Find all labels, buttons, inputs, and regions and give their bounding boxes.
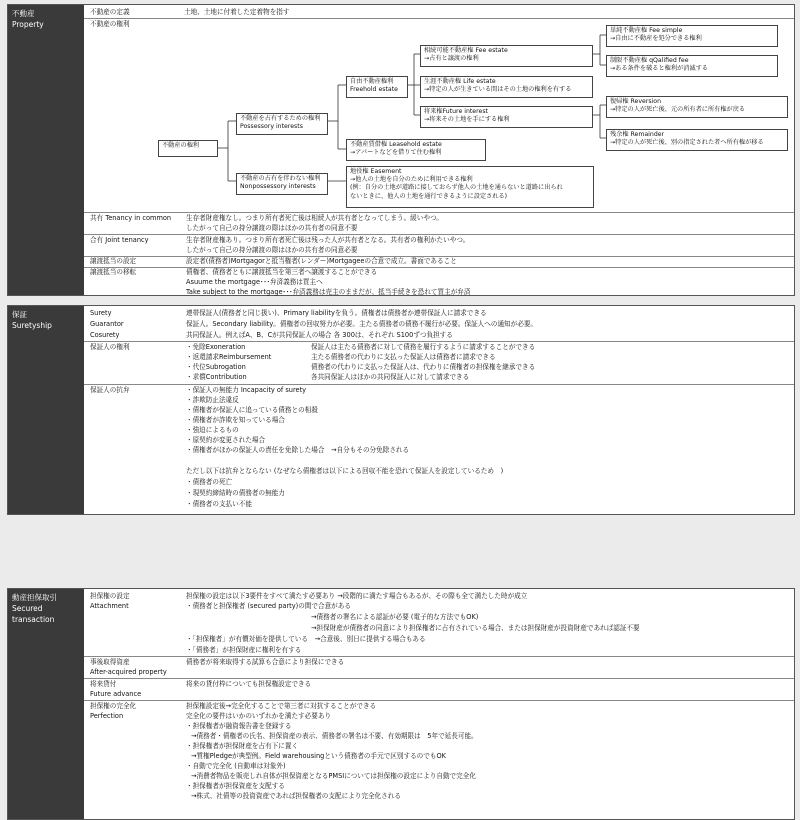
guarantor-label: Guarantor: [90, 320, 124, 328]
rights-label: 不動産の権利: [90, 20, 130, 28]
mortgage-transfer-line1: 債権者、債務者ともに譲渡抵当を第三者へ譲渡することができる: [186, 268, 378, 276]
defense-item: ・債権者が保証人に追っている債務との相殺: [186, 406, 318, 414]
defense-item: ・保証人の無能力 Incapacity of surety: [186, 386, 307, 394]
reversion-box: [606, 96, 788, 118]
cosurety-text: 共同保証人。例えばA、B、Cが共同保証人の場合 各 300は、それぞれ S100ずつ負担する: [186, 331, 453, 339]
attachment-line: →債務者の署名による認証が必要 (電子的な方法でもOK): [311, 613, 479, 621]
future-interest-box: [420, 106, 593, 128]
qualified-fee-title: 制限不動産権 qQalified fee: [610, 57, 689, 64]
freehold-box: [346, 76, 408, 98]
tenancy-common-line1: 生存者財産権なし。つまり所有者死亡後は相続人が共有者となってしまう。緩いやつ。: [186, 214, 443, 222]
non-defense-note: ただし以下は抗弁とならない (なぜなら債権者は以下による回収不能を恐れて保証人を設定しているため ): [186, 467, 504, 475]
suretyship-title-en: Suretyship: [12, 321, 52, 330]
surety-label: Surety: [90, 309, 112, 317]
perfection-label-en: Perfection: [90, 712, 124, 720]
life-estate-box: [420, 76, 593, 98]
attachment-line: →担保財産が債務者の同意により担保権者に占有されている場合、または担保財産が投資財産であれば認証不要: [311, 624, 640, 632]
fee-estate-title: 相続可能不動産権 Fee estate: [424, 47, 508, 54]
property-title-ja: 不動産: [12, 9, 35, 18]
mortgage-setup-label: 譲渡抵当の設定: [90, 257, 137, 265]
definition-label: 不動産の定義: [90, 8, 130, 16]
surety-rights-label: 保証人の権利: [90, 343, 130, 351]
mortgage-setup-line1: 設定者(債務者)Mortgagorと抵当権者(レンダー)Mortgageeの合意で成立。書面であること: [186, 257, 457, 265]
attachment-line: ・「担保権者」が有價対価を提供している →合意後、別日に提供する場合もある: [186, 635, 426, 643]
easement-desc: →他人の土地を自分のために利用できる権利: [350, 176, 473, 184]
right-exoneration-desc: 保証人は主たる債務者に対して債務を履行するように請求することができる: [311, 343, 536, 351]
guarantor-text: 保証人。Secondary liability。債権者の回収努力が必要。主たる債務者の債務不履行が必要。保証人への通知が必要。: [186, 320, 538, 328]
joint-tenancy-label: 合有 Joint tenancy: [90, 236, 149, 244]
qualified-fee-desc: →ある条件を破ると権利が消滅する: [610, 65, 708, 73]
perfection-line: 完全化の要件はいかのいずれかを満たす必要あり: [186, 712, 332, 720]
right-exoneration-term: ・免除Exoneration: [186, 343, 246, 351]
surety-defense-label: 保証人の抗弁: [90, 386, 130, 394]
cosurety-label: Cosurety: [90, 331, 120, 339]
attachment-label-ja: 担保権の設定: [90, 592, 130, 600]
defense-item: ・原契約が変更された場合: [186, 436, 266, 444]
right-contribution-term: ・求償Contribution: [186, 373, 247, 381]
surety-text: 連帯保証人(債務者と同じ扱い)、Primary liabilityを負う。債権者は債務者か連帯保証人に請求できる: [186, 309, 487, 317]
remainder-desc: →特定の人が死亡後、別の指定された者へ所有権が移る: [610, 139, 764, 147]
possessory-box: [236, 113, 328, 135]
leasehold-desc: →アパートなどを借りて住む権利: [350, 149, 442, 157]
reversion-title: 復帰権 Reversion: [610, 98, 662, 105]
tree-root-box: [158, 140, 218, 157]
tenancy-common-label: 共有 Tenancy in common: [90, 214, 172, 222]
after-acquired-label-ja: 事後取得資産: [90, 658, 130, 666]
future-advance-text: 将来の貸付枠についても担保権設定できる: [186, 680, 312, 688]
after-acquired-label-en: After-acquired property: [90, 668, 167, 676]
remainder-box: [606, 129, 788, 151]
fee-simple-box: [606, 25, 778, 47]
defense-item: ・詐欺防止法違反: [186, 396, 239, 404]
property-title-en: Property: [12, 20, 44, 29]
fee-simple-desc: →自由に不動産を処分できる権利: [610, 35, 702, 43]
non-defense-item: ・債務者の死亡: [186, 478, 233, 486]
attachment-line: ・「債務者」が担保財産に権利を有する: [186, 646, 302, 654]
perfection-line: →債務者・債権者の氏名、担保資産の表示、債務者の署名は不要、有効期限は 5年で延長可能。: [191, 732, 478, 740]
right-subrogation-term: ・代位Subrogation: [186, 363, 246, 371]
divider: [84, 384, 794, 385]
suretyship-sheet: [7, 305, 795, 515]
life-estate-title: 生涯不動産権 Life estate: [424, 78, 496, 85]
defense-item: ・強迫によるもの: [186, 426, 239, 434]
perfection-line: →消費者物品を販売しれ自体が担保資産となるPMSIについては担保権の設定により自動で完全化: [191, 772, 476, 780]
reversion-desc: →特定の人が死亡後、元の所有者に所有権が戻る: [610, 106, 746, 114]
attachment-line: ・債務者と担保権者 (secured party)の間で合意がある: [186, 602, 351, 610]
perfection-line: ・担保権者が担保資産を支配する: [186, 782, 285, 790]
perfection-line: ・担保権者が融資報告書を登録する: [186, 722, 292, 730]
qualified-fee-box: [606, 55, 778, 77]
future-interest-desc: →将来その土地を手にする権利: [424, 116, 510, 124]
mortgage-transfer-line2: Asuume the mortgage･･･弁済義務は買主へ: [186, 278, 323, 286]
life-estate-desc: →特定の人が生きている間はその土地の権利を有する: [424, 86, 572, 94]
secured-title-ja: 動産担保取引: [12, 593, 57, 602]
nonpossessory-en: Nonpossessory interests: [240, 183, 316, 191]
divider: [84, 678, 794, 679]
perfection-line: →質権Pledgeが典型例。Field warehousingという債務者の手元で区別するのでもOK: [191, 752, 446, 760]
right-contribution-desc: 各共同保証人はほかの共同保証人に対して請求できる: [311, 373, 470, 381]
perfection-label-ja: 担保権の完全化: [90, 702, 137, 710]
attachment-line: 担保権の設定は以下3要件をすべて満たす必要あり →段階的に満たす場合もあるが、その際も全て満たした時が成立: [186, 592, 528, 600]
nonpossessory-box: [236, 173, 328, 195]
nonpossessory-ja: 不動産の占有を伴わない権利: [240, 175, 321, 182]
future-advance-label-ja: 将来貸付: [90, 680, 117, 688]
perfection-line: →株式、社債等の投資資産であれば担保権者の支配により完全化される: [191, 792, 401, 800]
secured-sheet: [7, 588, 795, 820]
divider: [84, 656, 794, 657]
fee-simple-title: 単純不動産権 Fee simple: [610, 27, 683, 34]
easement-example-cont: ないときに、他人の土地を通行できるように設定される): [350, 192, 508, 200]
easement-example: (例：自分の土地が道路に接しておらず他人の土地を通らないと道路に出られ: [350, 184, 563, 192]
leasehold-title: 不動産賃借権 Leasehold estate: [350, 141, 442, 148]
remainder-title: 残余権 Remainder: [610, 131, 665, 138]
fee-estate-box: [420, 45, 593, 67]
possessory-en: Possessory interests: [240, 123, 303, 131]
future-advance-label-en: Future advance: [90, 690, 142, 698]
divider: [84, 212, 794, 213]
suretyship-sidebar: [8, 306, 84, 514]
joint-tenancy-line2: したがって自己の持分譲渡の際はほかの共有者の同意必要: [186, 246, 358, 254]
right-reimbursement-term: ・返還請求Reimbursement: [186, 353, 272, 361]
secured-sidebar: [8, 589, 84, 819]
divider: [84, 341, 794, 342]
easement-box: [346, 166, 594, 208]
divider: [84, 234, 794, 235]
defense-item: ・債権者がほかの保証人の責任を免除した場合 →自分もその分免除される: [186, 446, 410, 454]
non-defense-item: ・現契約締結時の債務者の無能力: [186, 489, 285, 497]
perfection-line: ・自動で完全化 (自動車は対象外): [186, 762, 286, 770]
defense-item: ・債権者が詐欺を知っている場合: [186, 416, 285, 424]
freehold-ja: 自由不動産権利: [350, 78, 394, 85]
secured-title-en: Secured transaction: [12, 604, 55, 624]
freehold-en: Freehold estate: [350, 86, 398, 94]
future-interest-title: 将来権Future interest: [424, 108, 488, 115]
definition-text: 土地、土地に付着した定着物を指す: [184, 8, 290, 16]
leasehold-box: [346, 139, 486, 161]
mortgage-transfer-line3: Take subject to the mortgage･･･弁済義務は売主のままだが、抵当手続きを恐れて買主が弁済: [186, 288, 471, 296]
non-defense-item: ・債務者の支払い不能: [186, 500, 252, 508]
perfection-line: ・担保権者が担保財産を占有下に置く: [186, 742, 299, 750]
after-acquired-text: 債務者が将来取得する試算も合意により担保にできる: [186, 658, 345, 666]
property-sheet: [7, 4, 795, 296]
perfection-line: 担保権設定後→完全化することで第三者に対抗することができる: [186, 702, 377, 710]
right-subrogation-desc: 債務者の代わりに支払った保証人は、代わりに債権者の担保権を継承できる: [311, 363, 536, 371]
attachment-label-en: Attachment: [90, 602, 129, 610]
easement-title: 地役権 Easement: [350, 168, 402, 175]
divider: [84, 700, 794, 701]
fee-estate-desc: →占有と譲渡の権利: [424, 55, 479, 63]
mortgage-transfer-label: 譲渡抵当の移転: [90, 268, 137, 276]
tree-root-label: 不動産の権利: [162, 142, 200, 149]
right-reimbursement-desc: 主たる債務者の代わりに支払った保証人は債務者に請求できる: [311, 353, 496, 361]
possessory-ja: 不動産を占有するための権利: [240, 115, 321, 122]
suretyship-title-ja: 保証: [12, 310, 27, 319]
tenancy-common-line2: したがって自己の持分譲渡の際はほかの共有者の同意不要: [186, 224, 358, 232]
joint-tenancy-line1: 生存者財産権あり。つまり所有者死亡後は残った人が共有者となる。共有者の権利かたいやつ。: [186, 236, 470, 244]
